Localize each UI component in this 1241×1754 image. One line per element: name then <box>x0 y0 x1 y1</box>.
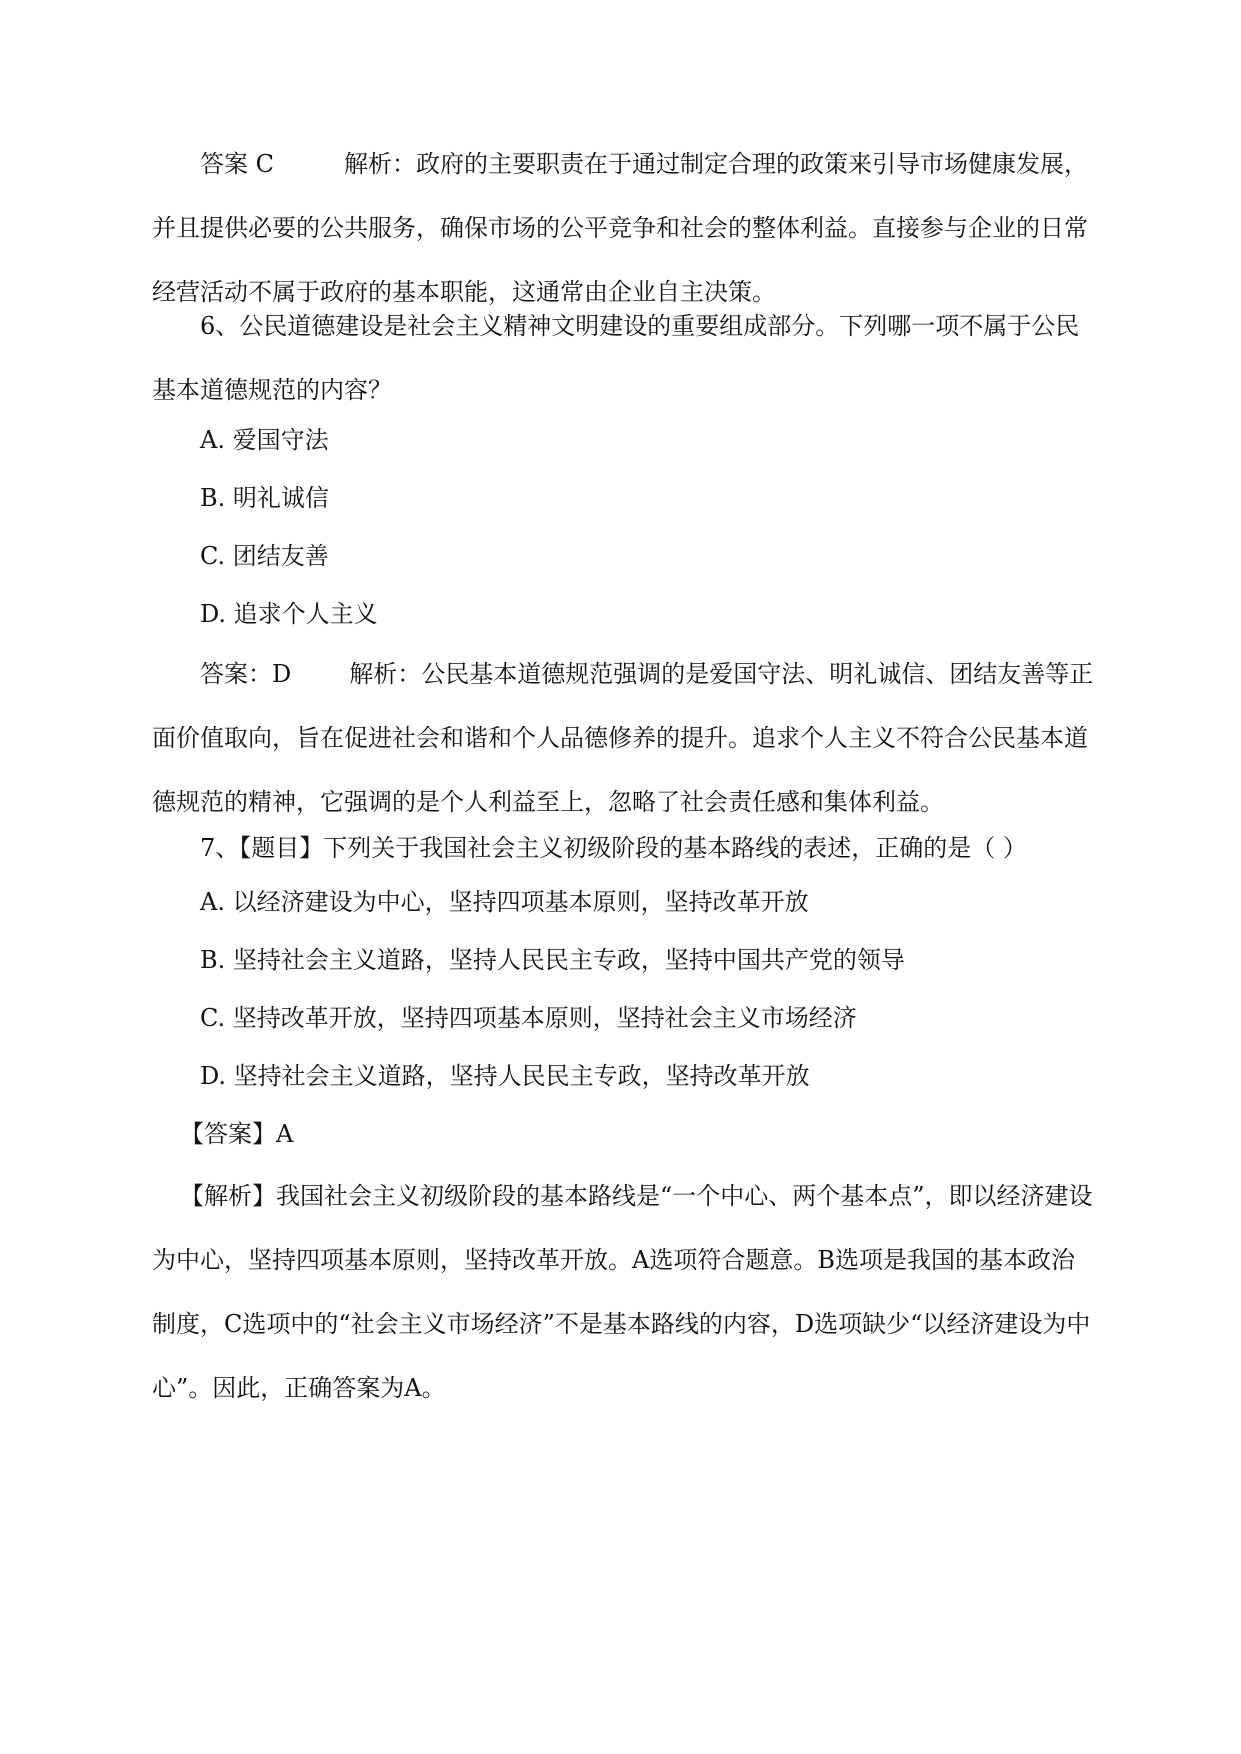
q7-option-d: D. 坚持社会主义道路，坚持人民民主专政，坚持改革开放 <box>200 1062 810 1090</box>
q6-option-d: D. 追求个人主义 <box>200 600 378 628</box>
q7-option-c: C. 坚持改革开放，坚持四项基本原则，坚持社会主义市场经济 <box>200 1004 857 1032</box>
q7-answer: 【答案】A <box>180 1120 294 1148</box>
q6-stem: 6、公民道德建设是社会主义精神文明建设的重要组成部分。下列哪一项不属于公民基本道德规范的内容？ <box>152 312 1080 404</box>
q6-answer-label: 答案：D <box>200 660 292 688</box>
q7-analysis: 【解析】我国社会主义初级阶段的基本路线是“一个中心、两个基本点”，即以经济建设为中心，坚持四项基本原则，坚持改革开放。A选项符合题意。B选项是我国的基本政治制度，C选项中的“社会主义市场经济”不是基本路线的内容，D选项缺少“以经济建设为中心”。因此，正确答案为A。 <box>152 1182 1093 1402</box>
q6-option-a: A. 爱国守法 <box>200 426 329 454</box>
q7-stem: 7、【题目】下列关于我国社会主义初级阶段的基本路线的表述，正确的是（ ） <box>200 834 1027 862</box>
q6-answer-analysis <box>152 642 1094 834</box>
q5-analysis: 解析：政府的主要职责在于通过制定合理的政策来引导市场健康发展，并且提供必要的公共服务，确保市场的公平竞争和社会的整体利益。直接参与企业的日常经营活动不属于政府的基本职能，这通常由企业自主决策。 <box>152 150 1088 306</box>
q6-analysis: 解析：公民基本道德规范强调的是爱国守法、明礼诚信、团结友善等正面价值取向，旨在促进社会和谐和个人品德修养的提升。追求个人主义不符合公民基本道德规范的精神，它强调的是个人利益至上，忽略了社会责任感和集体利益。 <box>152 660 1094 816</box>
q7-option-a: A. 以经济建设为中心，坚持四项基本原则，坚持改革开放 <box>200 888 809 916</box>
q6-option-b: B. 明礼诚信 <box>200 484 329 512</box>
q6-option-c: C. 团结友善 <box>200 542 329 570</box>
q7-option-b: B. 坚持社会主义道路，坚持人民民主专政，坚持中国共产党的领导 <box>200 946 905 974</box>
q5-answer-label: 答案 C <box>200 150 274 178</box>
